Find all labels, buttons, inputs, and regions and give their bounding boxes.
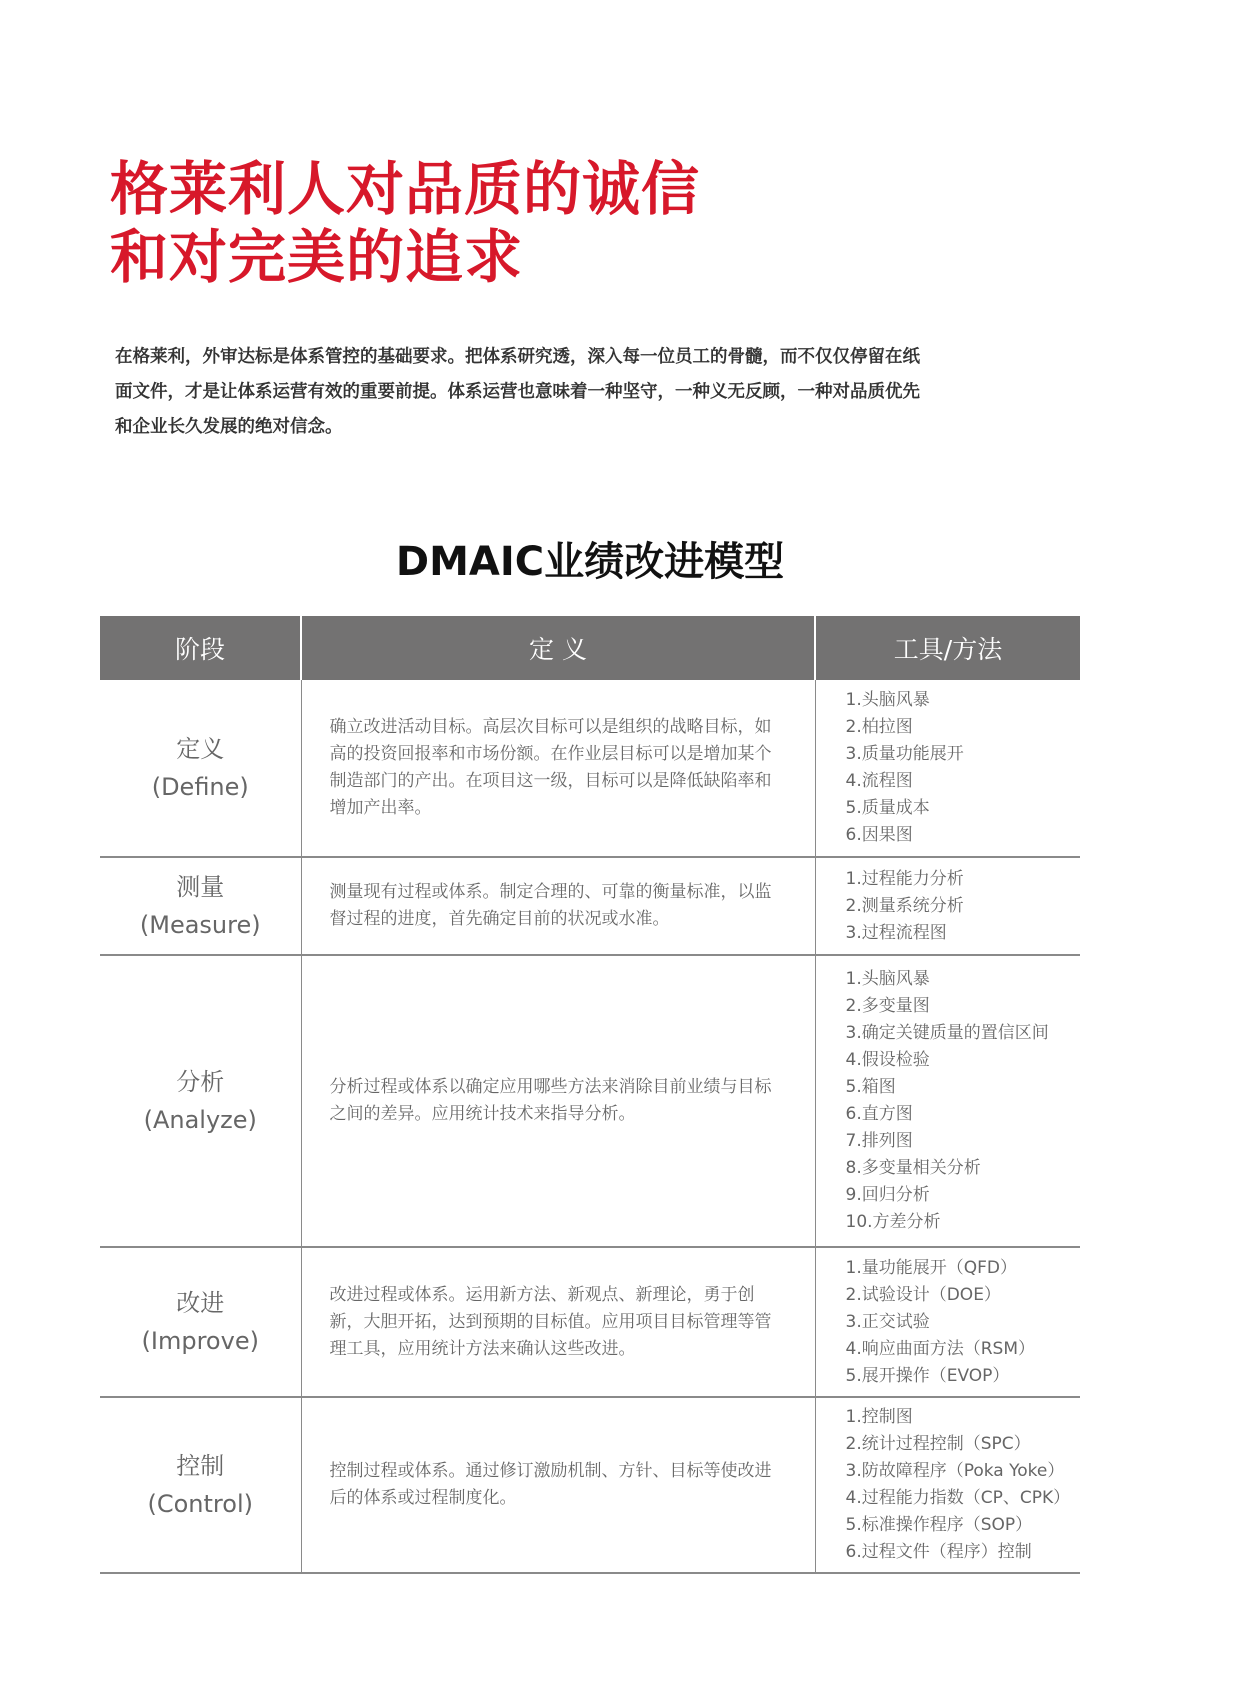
header-tools: 工具/方法 <box>815 616 1080 680</box>
table-row <box>100 680 1080 857</box>
tools-cell <box>815 1247 1080 1397</box>
tool-item: 10.方差分析 <box>845 1212 941 1232</box>
tool-item: 1.头脑风暴 <box>845 690 930 710</box>
definition-cell: 控制过程或体系。通过修订激励机制、方针、目标等使改进后的体系或过程制度化。 <box>301 1397 815 1573</box>
stage-name: 控制 <box>176 1452 225 1480</box>
stage-english: (Improve) <box>141 1327 259 1355</box>
tool-item: 9.回归分析 <box>845 1185 930 1205</box>
table-title: DMAIC业绩改进模型 <box>395 539 785 585</box>
table-row <box>100 955 1080 1247</box>
tool-item: 6.过程文件（程序）控制 <box>845 1542 1032 1562</box>
tool-item: 4.过程能力指数（CP、CPK） <box>845 1488 1071 1508</box>
tool-item: 6.因果图 <box>845 825 913 845</box>
table-row <box>100 1247 1080 1397</box>
stage-name: 改进 <box>176 1289 225 1317</box>
tool-item: 4.流程图 <box>845 771 913 791</box>
tool-item: 3.正交试验 <box>845 1311 930 1332</box>
definition-cell: 改进过程或体系。运用新方法、新观点、新理论，勇于创新，大胆开拓，达到预期的目标值。应用项目目标管理等管理工具，应用统计方法来确认这些改进。 <box>301 1247 815 1397</box>
tool-item: 5.箱图 <box>845 1077 896 1097</box>
definition-cell: 确立改进活动目标。高层次目标可以是组织的战略目标，如高的投资回报率和市场份额。在作业层目标可以是增加某个制造部门的产出。在项目这一级，目标可以是降低缺陷率和增加产出率。 <box>301 680 815 857</box>
tool-item: 1.量功能展开（QFD） <box>845 1257 1017 1278</box>
definition-cell: 分析过程或体系以确定应用哪些方法来消除目前业绩与目标之间的差异。应用统计技术来指导分析。 <box>301 955 815 1247</box>
tool-item: 2.柏拉图 <box>845 717 913 737</box>
tools-cell <box>815 1397 1080 1573</box>
headline <box>110 155 700 291</box>
header-definition: 定 义 <box>301 616 815 680</box>
tool-item: 8.多变量相关分析 <box>845 1158 981 1178</box>
table-header-row <box>100 616 1080 680</box>
tool-item: 3.质量功能展开 <box>845 744 964 764</box>
stage-cell <box>100 1247 301 1397</box>
table-row <box>100 857 1080 955</box>
stage-cell <box>100 955 301 1247</box>
stage-name: 测量 <box>176 873 225 901</box>
tool-item: 1.头脑风暴 <box>845 969 930 989</box>
tools-cell <box>815 955 1080 1247</box>
stage-cell <box>100 1397 301 1573</box>
tools-cell <box>815 857 1080 955</box>
stage-english: (Define) <box>151 773 249 801</box>
stage-name: 分析 <box>176 1068 225 1096</box>
tool-item: 3.确定关键质量的置信区间 <box>845 1023 1049 1043</box>
stage-cell <box>100 857 301 955</box>
stage-name: 定义 <box>176 735 225 763</box>
tool-item: 7.排列图 <box>845 1131 913 1151</box>
tool-item: 6.直方图 <box>845 1104 913 1124</box>
tool-item: 2.测量系统分析 <box>845 895 964 916</box>
tool-item: 1.控制图 <box>845 1407 913 1427</box>
tool-item: 2.试验设计（DOE） <box>845 1284 1001 1305</box>
tool-item: 5.标准操作程序（SOP） <box>845 1515 1033 1535</box>
definition-cell: 测量现有过程或体系。制定合理的、可靠的衡量标准，以监督过程的进度，首先确定目前的状况或水准。 <box>301 857 815 955</box>
tool-item: 2.多变量图 <box>845 996 930 1016</box>
table-row <box>100 1397 1080 1573</box>
stage-english: (Control) <box>147 1490 253 1518</box>
tool-item: 1.过程能力分析 <box>845 868 964 889</box>
headline-line: 和对完美的追求 <box>110 223 524 291</box>
tool-item: 5.展开操作（EVOP） <box>845 1365 1010 1386</box>
stage-cell <box>100 680 301 857</box>
intro-paragraph: 在格莱利，外审达标是体系管控的基础要求。把体系研究透，深入每一位员工的骨髓，而不仅仅停留在纸面文件，才是让体系运营有效的重要前提。体系运营也意味着一种坚守，一种义无反顾，一种对品质优先和企业长久发展的绝对信念。 <box>115 347 920 437</box>
dmaic-table <box>100 616 1080 1574</box>
headline-line: 格莱利人对品质的诚信 <box>110 155 701 223</box>
tool-item: 3.防故障程序（Poka Yoke） <box>845 1461 1065 1481</box>
tool-item: 3.过程流程图 <box>845 922 947 943</box>
tool-item: 4.假设检验 <box>845 1050 930 1070</box>
tools-cell <box>815 680 1080 857</box>
tool-item: 5.质量成本 <box>845 798 930 818</box>
stage-english: (Measure) <box>139 911 261 939</box>
stage-english: (Analyze) <box>143 1106 257 1134</box>
header-stage: 阶段 <box>100 616 301 680</box>
tool-item: 4.响应曲面方法（RSM） <box>845 1338 1035 1359</box>
tool-item: 2.统计过程控制（SPC） <box>845 1434 1031 1454</box>
